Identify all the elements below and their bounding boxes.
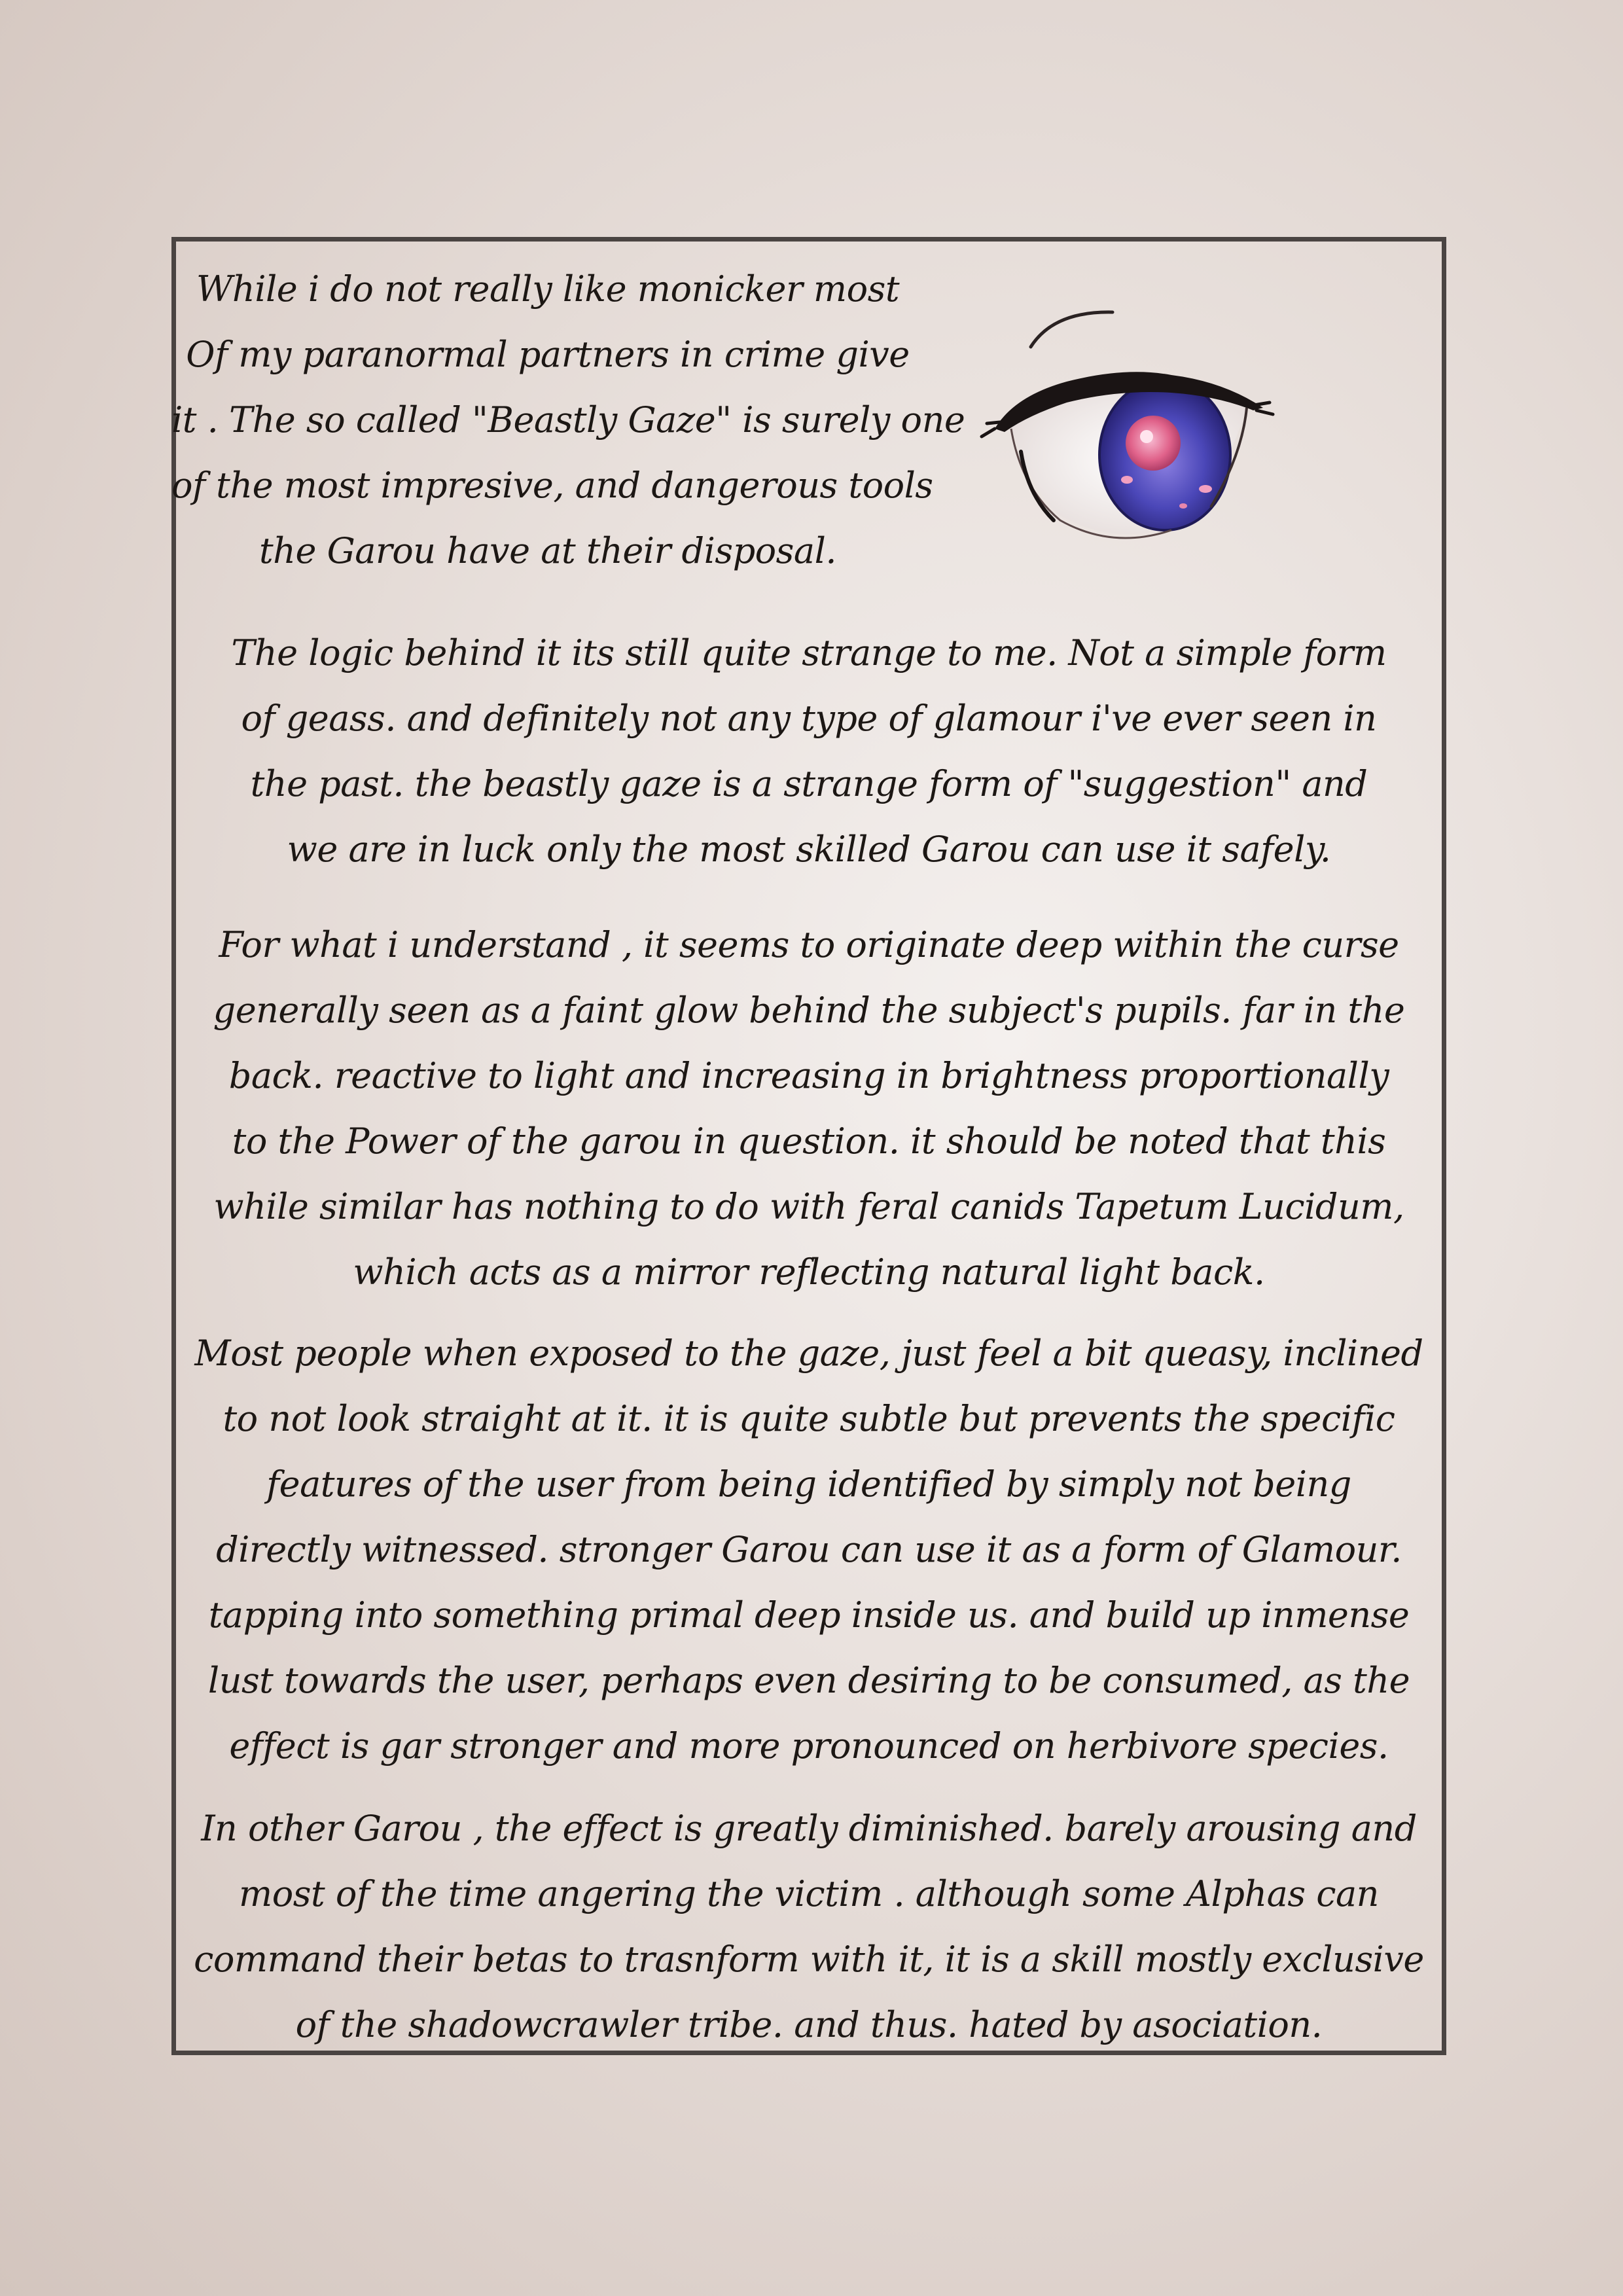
text-line: the Garou have at their disposal. [259,530,836,571]
text-line: the past. the beastly gaze is a strange form of "suggestion" and [250,763,1368,804]
text-line: effect is gar stronger and more pronounced on herbivore species. [229,1725,1389,1767]
text-line: which acts as a mirror reflecting natural light back. [353,1251,1265,1293]
text-line: tapping into something primal deep inside us. and build up inmense [208,1594,1410,1636]
text-line: For what i understand , it seems to originate deep within the curse [219,924,1399,965]
text-line: of the most impresive, and dangerous tools [171,465,933,506]
text-line: of the shadowcrawler tribe. and thus. hated by asociation. [295,2004,1323,2045]
text-line: most of the time angering the victim . although some Alphas can [239,1873,1379,1914]
text-line: of geass. and definitely not any type of glamour i've ever seen in [241,698,1377,739]
text-line: directly witnessed. stronger Garou can use it as a form of Glamour. [216,1529,1402,1570]
text-line: In other Garou , the effect is greatly diminished. barely arousing and [201,1808,1417,1849]
paragraph-effects [171,1321,1446,1779]
text-line: While i do not really like monicker most [196,268,900,310]
text-line: generally seen as a faint glow behind the subject's pupils. far in the [213,990,1405,1031]
text-line: to the Power of the garou in question. it should be noted that this [232,1121,1386,1162]
text-line: while similar has nothing to do with feral canids Tapetum Lucidum, [213,1186,1404,1227]
paragraph-intro [171,257,965,584]
anime-eye-icon [975,298,1283,560]
text-line: to not look straight at it. it is quite subtle but prevents the specific [223,1398,1395,1439]
text-line: lust towards the user, perhaps even desiring to be consumed, as the [207,1660,1410,1701]
paragraph-other-garou [171,1796,1446,2058]
text-line: back. reactive to light and increasing in brightness proportionally [228,1055,1389,1096]
text-line: Most people when exposed to the gaze, just feel a bit queasy, inclined [194,1333,1423,1374]
text-line: The logic behind it its still quite strange to me. Not a simple form [231,632,1387,673]
paragraph-logic [171,620,1446,882]
text-line: it . The so called "Beastly Gaze" is surely one [171,399,965,440]
text-line: Of my paranormal partners in crime give [186,334,910,375]
text-line: features of the user from being identified by simply not being [266,1463,1351,1505]
text-line: we are in luck only the most skilled Garou can use it safely. [287,829,1331,870]
paragraph-origin [171,912,1446,1305]
text-line: command their betas to trasnform with it, it is a skill mostly exclusive [194,1939,1424,1980]
